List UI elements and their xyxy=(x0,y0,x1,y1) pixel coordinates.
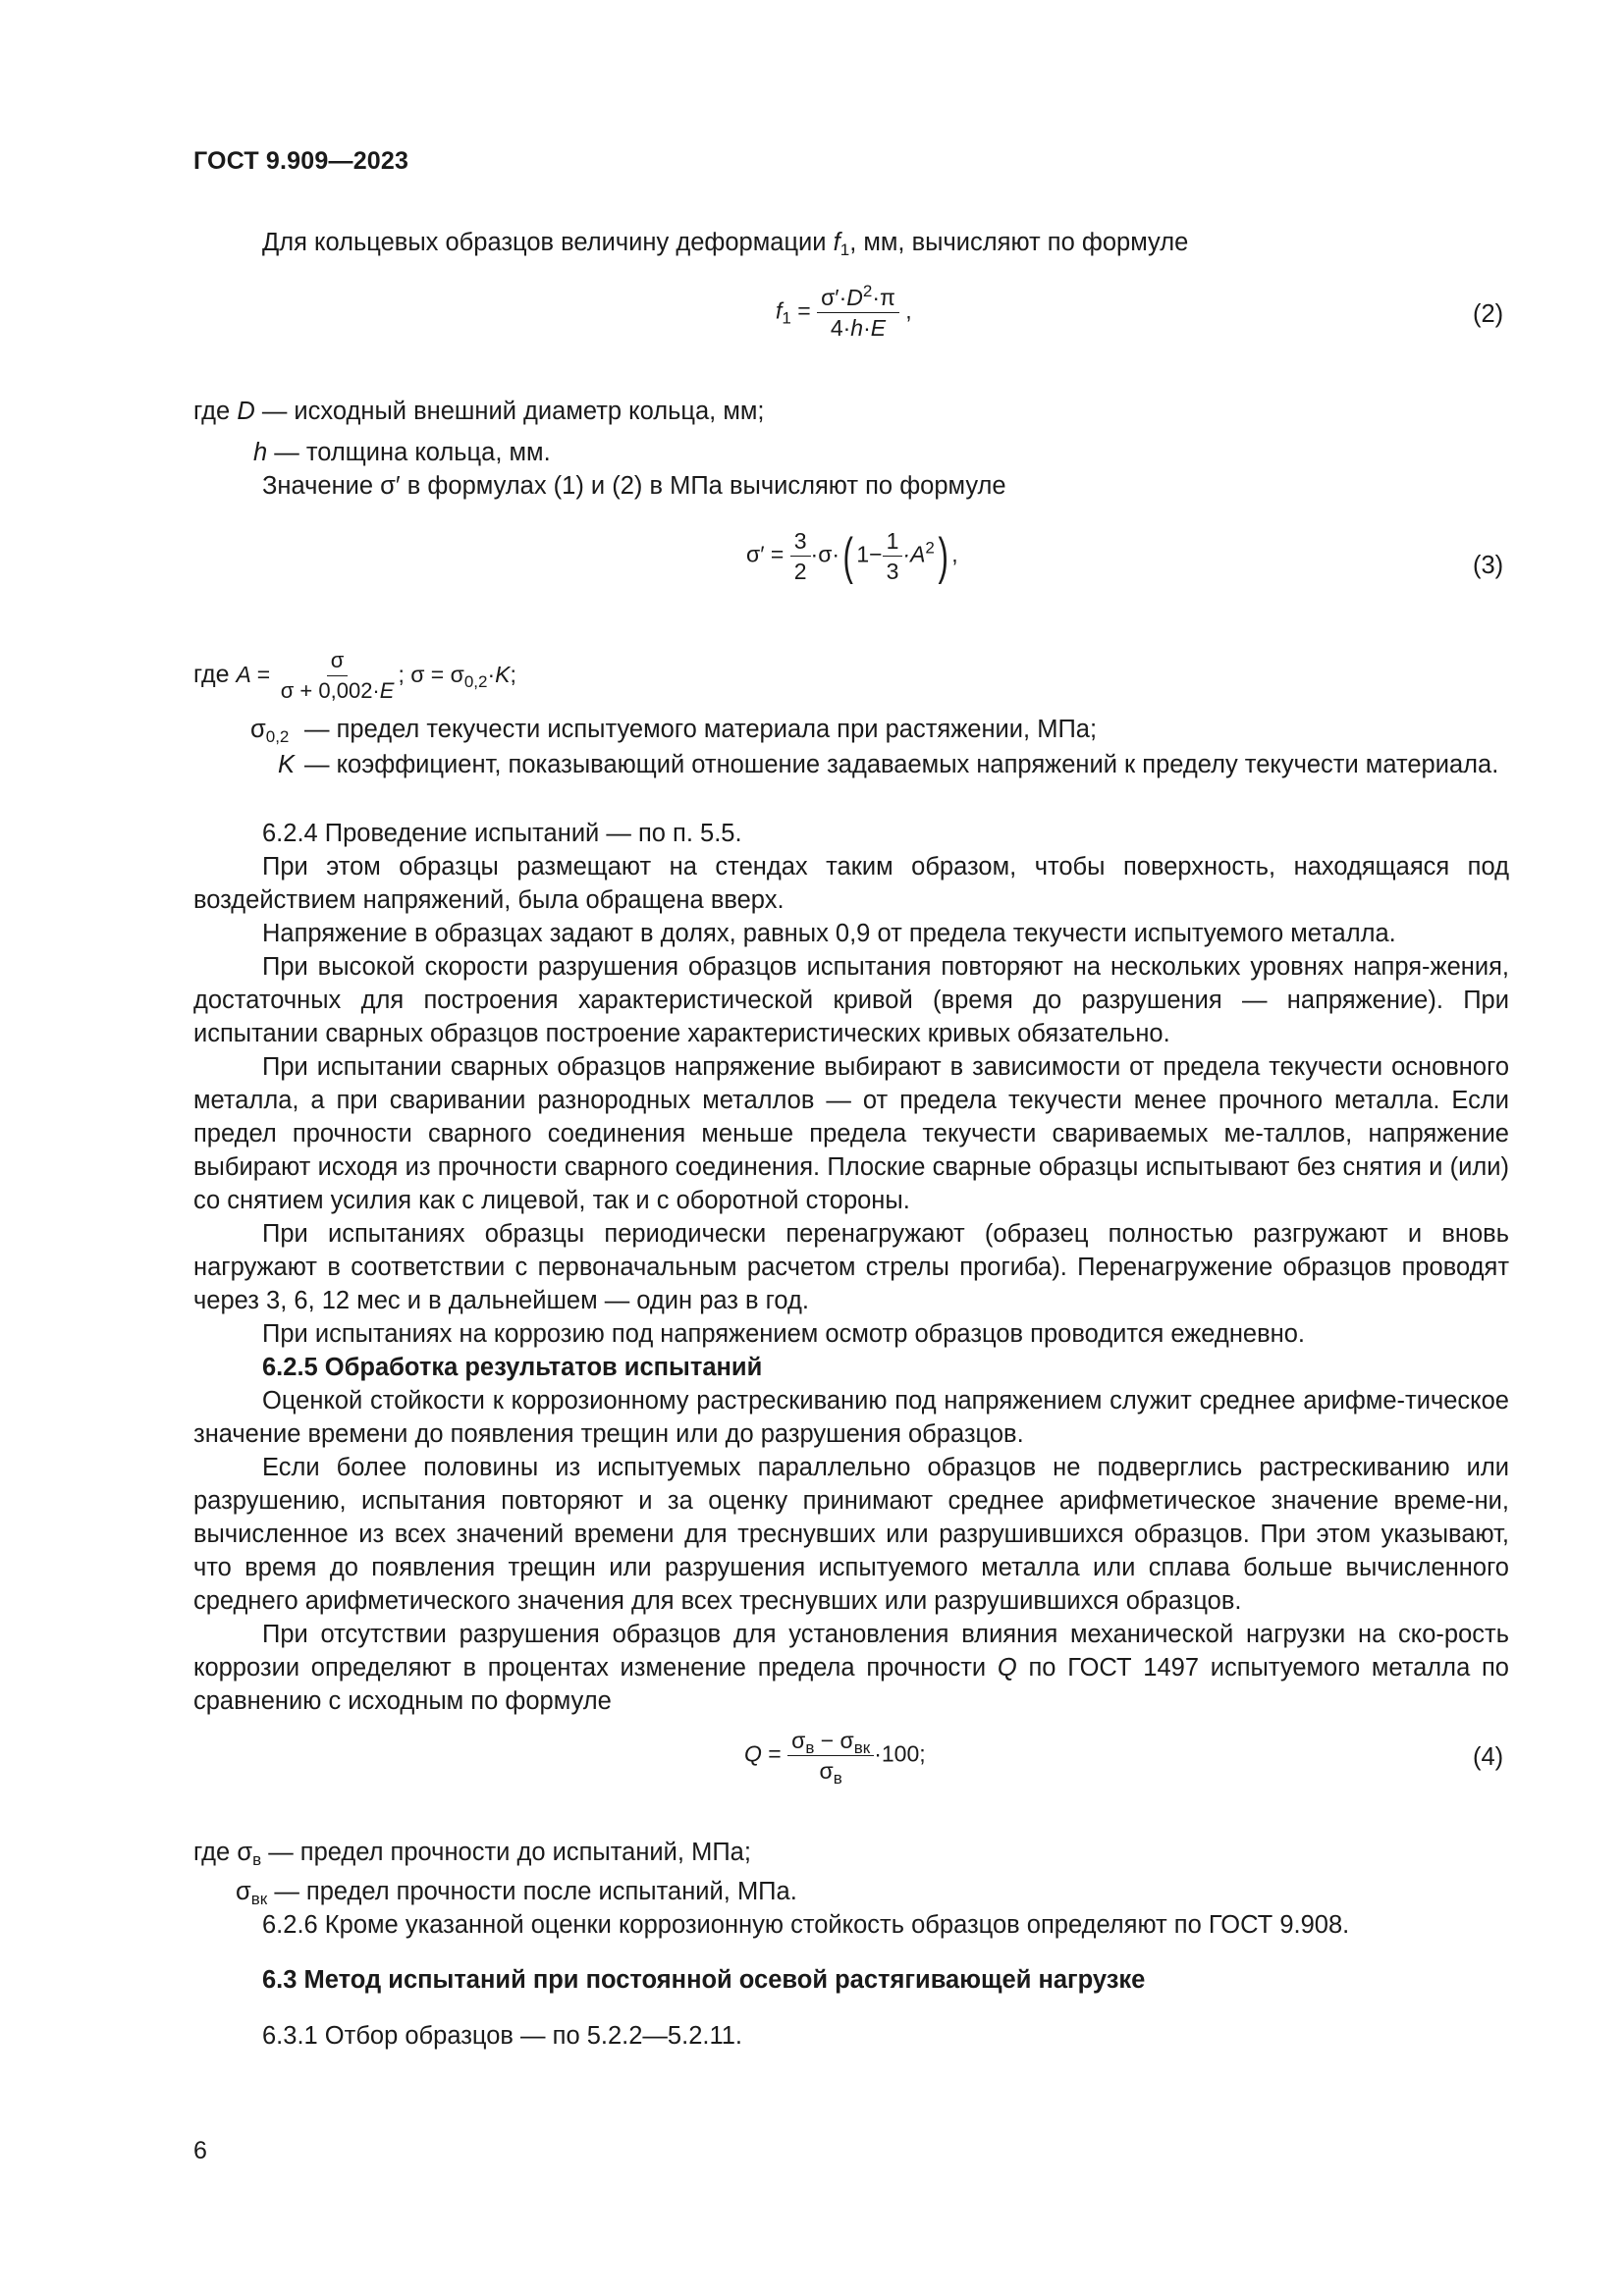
definition-a: где A = $\frac{\sigma}{\sigma + 0,002\cdot E}$ ; $\sigma = \sigma_{0,2}\cdot K$; xyxy=(193,648,516,703)
paragraph-6-2-6: 6.2.6 Кроме указанной оценки коррозионную стойкость образцов определяют по ГОСТ 9.908. xyxy=(262,1911,1350,1939)
paragraph-assessment: Оценкой стойкости к коррозионному растрескиванию под напряжением служит среднее арифме-тическое значение времени до появления трещин или до разрушения образцов. xyxy=(193,1387,1509,1448)
paragraph-stands: При этом образцы размещают на стендах таким образом, чтобы поверхность, находящаяся под воздействием напряжений, была обращена вверх. xyxy=(193,853,1509,914)
definition-sigma02: — предел текучести испытуемого материала при растяжении, МПа; xyxy=(304,716,1098,743)
paragraph-high-speed: При высокой скорости разрушения образцов испытания повторяют на нескольких уровнях напря-жения, достаточных для построения характеристической кривой (время до разрушения — напряжение). При испытании сварных образцов построение характеристических кривых обязательно. xyxy=(193,953,1509,1047)
paragraph-ring-intro: Для кольцевых образцов величину деформации $f_1$, мм, вычисляют по формуле xyxy=(262,229,1189,259)
formula-2: $f_1$ = $\frac{\sigma'\cdot D^2\cdot\pi}{4\cdot h\cdot E}$ , xyxy=(776,282,912,341)
definition-k-symbol: K xyxy=(278,751,296,778)
equation-number-2: (2) xyxy=(1473,300,1504,328)
heading-6-2-5: 6.2.5 Обработка результатов испытаний xyxy=(262,1354,763,1381)
definition-sigma-vk: $\sigma_{вк}$ — предел прочности после испытаний, МПа. xyxy=(236,1878,797,1908)
document-header: ГОСТ 9.909—2023 xyxy=(193,147,409,175)
definition-d: где D — исходный внешний диаметр кольца, мм; xyxy=(193,398,765,425)
paragraph-6-2-4: 6.2.4 Проведение испытаний — по п. 5.5. xyxy=(262,820,742,847)
definition-k: — коэффициент, показывающий отношение задаваемых напряжений к пределу текучести материала. xyxy=(304,751,1499,778)
equation-number-3: (3) xyxy=(1473,552,1504,579)
definition-sigma-v: где $\sigma_в$ — предел прочности до испытаний, МПа; xyxy=(193,1839,751,1869)
paragraph-stress: Напряжение в образцах задают в долях, равных 0,9 от предела текучести испытуемого металла. xyxy=(262,920,1396,947)
paragraph-half: Если более половины из испытуемых параллельно образцов не подверглись растрескиванию или разрушению, испытания повторяют и за оценку принимают среднее арифметическое значение време-ни, вычисленное из всех значений времени для треснувших или разрушившихся образцов. При этом указывают, что время до появления трещин или разрушения испытуемого металла или сплава больше вычисленного среднего арифметического значения для всех треснувших или разрушившихся образцов. xyxy=(193,1454,1509,1615)
heading-6-3: 6.3 Метод испытаний при постоянной осевой растягивающей нагрузке xyxy=(262,1966,1146,1994)
page-number: 6 xyxy=(193,2137,207,2164)
definition-h: h — толщина кольца, мм. xyxy=(253,439,551,466)
formula-3: σ′ = $\frac{3}{2}$ ·σ·( 1− $\frac{1}{3}$ $\cdot A^2$) , xyxy=(746,527,958,585)
definition-sigma02-symbol: $\sigma_{0,2}$ xyxy=(250,716,290,746)
paragraph-welded: При испытании сварных образцов напряжение выбирают в зависимости от предела текучести основного металла, а при сваривании разнородных металлов — от предела текучести менее прочного металла. Если предел прочности сварного соединения меньше предела текучести свариваемых ме-таллов, напряжение выбирают исходя из прочности сварного соединения. Плоские сварные образцы испытывают без снятия и (или) со снятием усилия как с лицевой, так и с оборотной стороны. xyxy=(193,1053,1509,1214)
equation-number-4: (4) xyxy=(1473,1743,1504,1771)
paragraph-6-3-1: 6.3.1 Отбор образцов — по 5.2.2—5.2.11. xyxy=(262,2022,743,2050)
paragraph-daily: При испытаниях на коррозию под напряжением осмотр образцов проводится ежедневно. xyxy=(262,1320,1305,1348)
formula-4: Q = $\frac{\sigma_в - \sigma_{вк}}{\sigma_в}$ ·100; xyxy=(744,1728,926,1788)
paragraph-absent: При отсутствии разрушения образцов для установления влияния механической нагрузки на ско-рость коррозии определяют в процентах изменение предела прочности Q по ГОСТ 1497 испытуемого металла по сравнению с исходным по формуле xyxy=(193,1621,1509,1715)
paragraph-sigma-intro: Значение σ′ в формулах (1) и (2) в МПа вычисляют по формуле xyxy=(262,472,1006,500)
paragraph-reload: При испытаниях образцы периодически перенагружают (образец полностью разгружают и вновь нагружают в соответствии с первоначальным расчетом стрелы прогиба). Перенагружение образцов проводят через 3, 6, 12 мес и в дальнейшем — один раз в год. xyxy=(193,1220,1509,1314)
